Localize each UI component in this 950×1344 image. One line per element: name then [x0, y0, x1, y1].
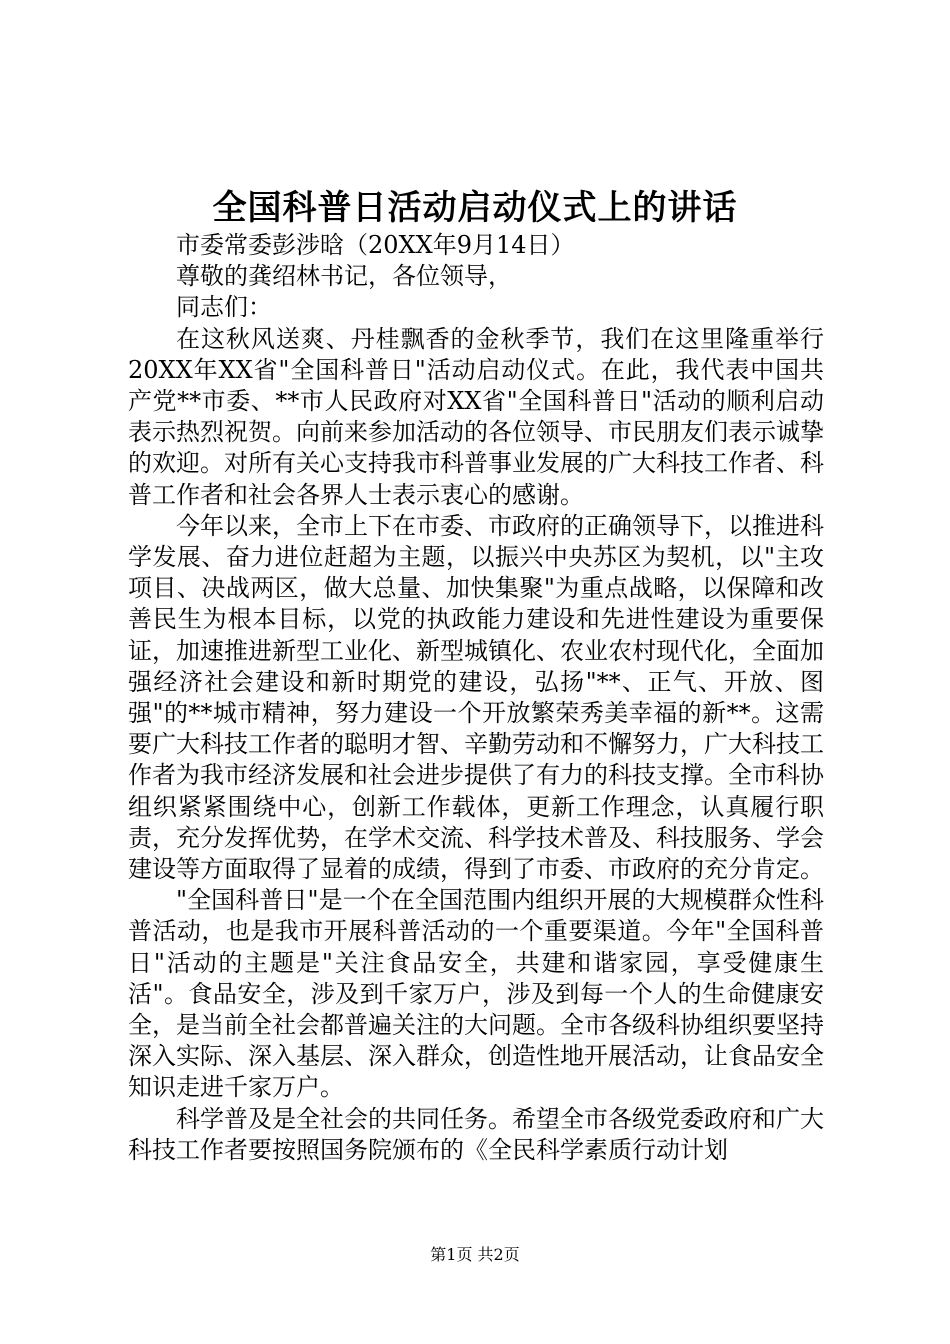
page-footer: 第1页 共2页: [430, 1245, 520, 1264]
paragraph: "全国科普日"是一个在全国范围内组织开展的大规模群众性科普活动，也是我市开展科普活动的一个重要渠道。今年"全国科普日"活动的主题是"关注食品安全，共建和谐家园，享受健康生活"。食品安全，涉及到千家万户，涉及到每一个人的生命健康安全，是当前全社会都普遍关注的大问题。全市各级科协组织要坚持深入实际、深入基层、深入群众，创造性地开展活动，让食品安全知识走进千家万户。: [128, 886, 824, 1102]
document-title: 全国科普日活动启动仪式上的讲话: [212, 188, 738, 228]
paragraph: 在这秋风送爽、丹桂飘香的金秋季节，我们在这里隆重举行20XX年XX省"全国科普日"活动启动仪式。在此，我代表中国共产党**市委、**市人民政府对XX省"全国科普日"活动的顺利启动表示热烈祝贺。向前来参加活动的各位领导、市民朋友们表示诚挚的欢迎。对所有关心支持我市科普事业发展的广大科技工作者、科普工作者和社会各界人士表示衷心的感谢。: [128, 324, 824, 509]
paragraph: 科学普及是全社会的共同任务。希望全市各级党委政府和广大科技工作者要按照国务院颁布的《全民科学素质行动计划: [128, 1104, 824, 1164]
paragraph: 今年以来，全市上下在市委、市政府的正确领导下，以推进科学发展、奋力进位赶超为主题，以振兴中央苏区为契机，以"主攻项目、决战两区，做大总量、加快集聚"为重点战略，以保障和改善民生为根本目标，以党的执政能力建设和先进性建设为重要保证，加速推进新型工业化、新型城镇化、农业农村现代化，全面加强经济社会建设和新时期党的建设，弘扬"**、正气、开放、图强"的**城市精神，努力建设一个开放繁荣秀美幸福的新**。这需要广大科技工作者的聪明才智、辛勤劳动和不懈努力，广大科技工作者为我市经济发展和社会进步提供了有力的科技支撑。全市科协组织紧紧围绕中心，创新工作载体，更新工作理念，认真履行职责，充分发挥优势，在学术交流、科学技术普及、科技服务、学会建设等方面取得了显着的成绩，得到了市委、市政府的充分肯定。: [128, 511, 824, 884]
author-line: 市委常委彭涉晗（20XX年9月14日）: [176, 231, 575, 259]
salutation-line-1: 尊敬的龚绍林书记，各位领导，: [176, 262, 512, 291]
salutation-line-2: 同志们：: [176, 293, 272, 322]
document-body: [128, 230, 824, 1166]
